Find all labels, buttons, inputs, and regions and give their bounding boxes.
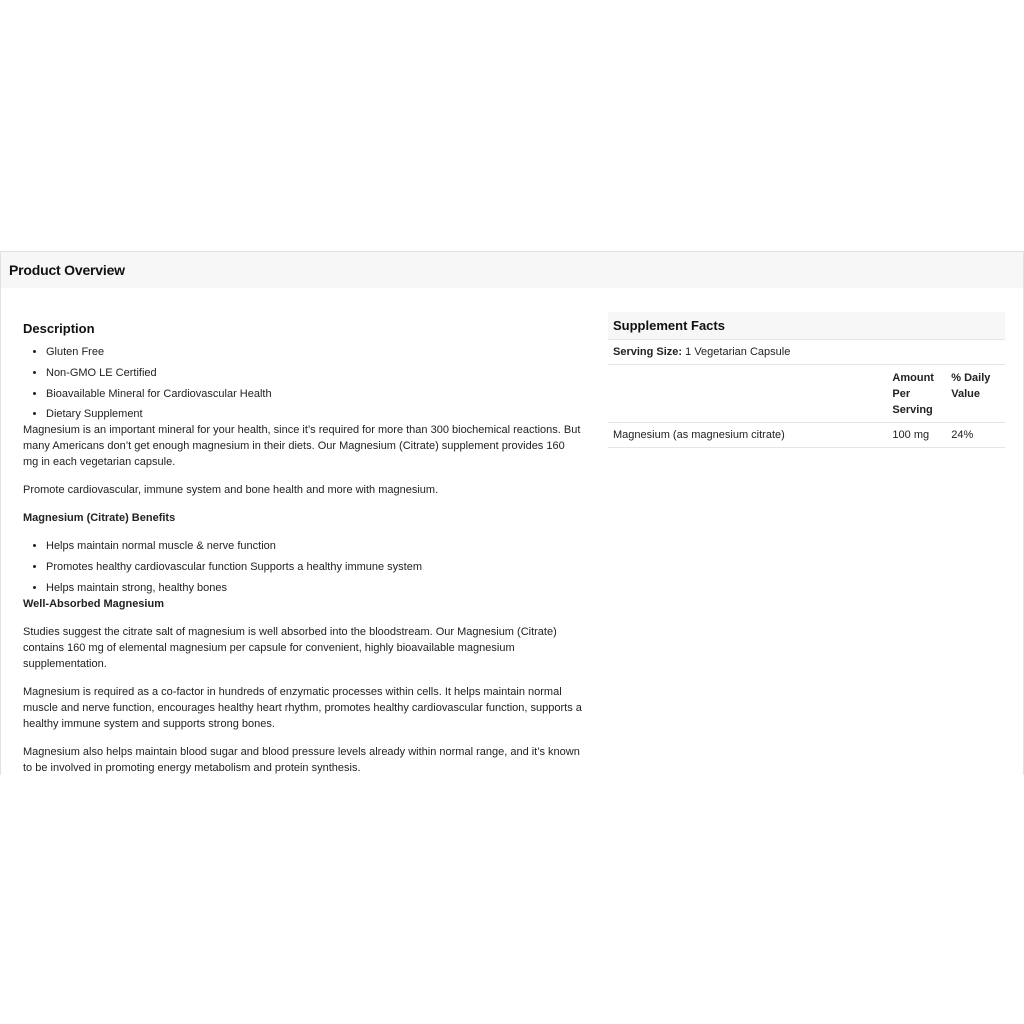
cofactor-paragraph: Magnesium is required as a co-factor in hundreds of enzymatic processes within cells. It helps maintain normal muscle and nerve function, encourages healthy heart rhythm, promotes healthy cardiovascular function, supports a healthy immune system and supports strong bones. xyxy=(23,685,582,730)
product-overview-title: Product Overview xyxy=(9,262,125,278)
amount-column-header xyxy=(892,365,951,423)
description-section xyxy=(23,320,583,775)
benefit-item: • Helps maintain normal muscle & nerve function xyxy=(46,538,583,554)
product-overview-panel xyxy=(0,251,1024,775)
supplement-facts-title: Supplement Facts xyxy=(608,312,1005,340)
absorbed-paragraph: Studies suggest the citrate salt of magnesium is well absorbed into the bloodstream. Our Magnesium (Citrate) contains 160 mg of elemental magnesium per capsule for convenient, highly bioavailable magnesium supplementation. xyxy=(23,625,557,670)
facts-header-row xyxy=(608,365,1005,423)
amount-header-line: Per xyxy=(892,388,911,400)
promote-paragraph: Promote cardiovascular, immune system and bone health and more with magnesium. xyxy=(23,484,439,497)
ingredient-cell: Magnesium (as magnesium citrate) xyxy=(608,423,892,448)
product-overview-body xyxy=(1,288,1023,775)
feature-item: • Dietary Supplement xyxy=(46,406,583,422)
benefits-list xyxy=(23,538,583,596)
daily-value-header-line: Value xyxy=(951,388,980,400)
daily-value-cell: 24% xyxy=(951,423,1005,448)
daily-value-column-header xyxy=(951,365,1005,423)
amount-cell: 100 mg xyxy=(892,423,951,448)
absorbed-heading: Well-Absorbed Magnesium xyxy=(23,597,164,610)
feature-item: • Bioavailable Mineral for Cardiovascular Health xyxy=(46,386,583,402)
description-heading: Description xyxy=(23,321,95,336)
ingredient-column-header xyxy=(608,365,892,423)
amount-header-line: Serving xyxy=(892,404,933,416)
feature-list xyxy=(23,344,583,422)
serving-size xyxy=(608,340,1005,365)
benefit-item: • Helps maintain strong, healthy bones xyxy=(46,580,583,596)
intro-paragraph: Magnesium is an important mineral for your health, since it’s required for more than 300 biochemical reactions. But many Americans don’t get enough magnesium in their diets. Our Magnesium (Citrate) supplement provides 160 mg in each vegetarian capsule. xyxy=(23,424,581,469)
benefit-item: • Promotes healthy cardiovascular function Supports a healthy immune system xyxy=(46,559,583,575)
serving-size-value: 1 Vegetarian Capsule xyxy=(685,346,791,358)
benefits-heading: Magnesium (Citrate) Benefits xyxy=(23,512,176,525)
supplement-facts xyxy=(608,312,1005,448)
blood-sugar-paragraph: Magnesium also helps maintain blood sugar and blood pressure levels already within normal range, and it’s known to be involved in promoting energy metabolism and protein synthesis. xyxy=(23,745,580,774)
serving-size-label: Serving Size: xyxy=(613,346,683,358)
supplement-facts-table xyxy=(608,365,1005,448)
product-overview-header xyxy=(1,252,1023,288)
table-row xyxy=(608,423,1005,448)
feature-item: • Gluten Free xyxy=(46,344,583,360)
daily-value-header-line: % Daily xyxy=(951,372,991,384)
feature-item: • Non-GMO LE Certified xyxy=(46,365,583,381)
amount-header-line: Amount xyxy=(892,372,934,384)
